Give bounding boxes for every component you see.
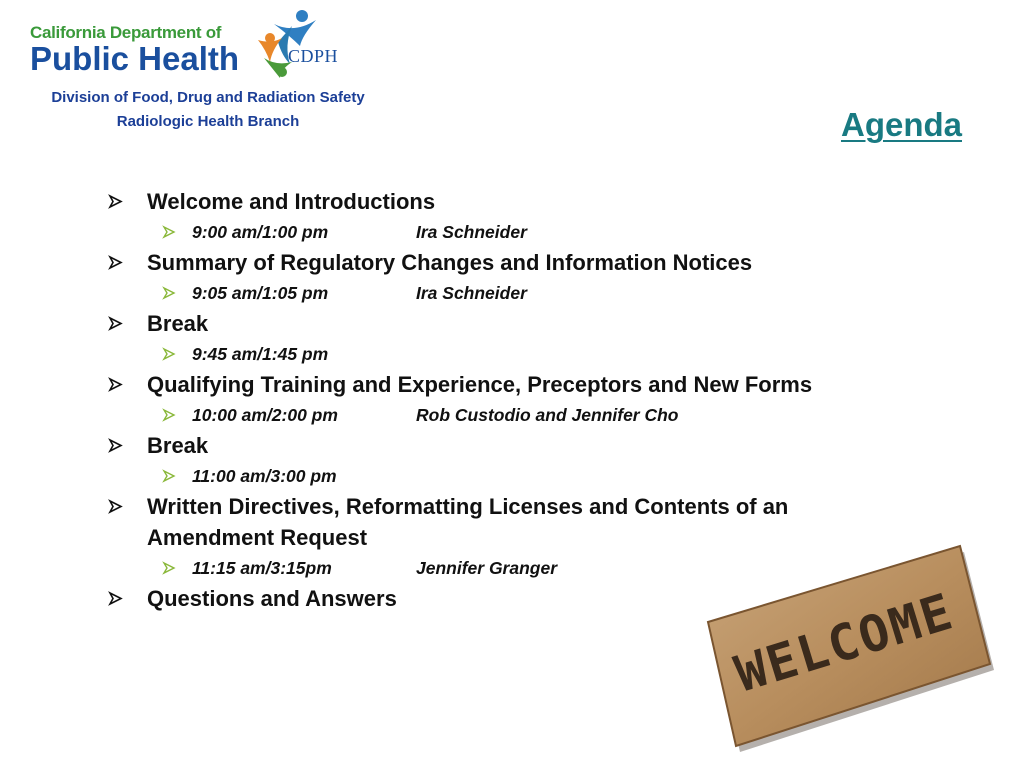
division-heading [18, 86, 398, 134]
agenda-item-label: Questions and Answers [147, 586, 397, 611]
arrow-bullet-icon [162, 217, 176, 247]
cdph-logo [18, 6, 398, 146]
cdph-figure-icon [254, 6, 324, 82]
agenda-item [107, 369, 927, 400]
agenda-subitem [107, 339, 927, 369]
division-name: Division of Food, Drug and Radiation Safety [51, 89, 365, 106]
arrow-bullet-icon [162, 400, 176, 430]
agenda-subitem [107, 400, 927, 430]
logo-cdph-text: CDPH [288, 46, 339, 66]
arrow-bullet-icon [162, 278, 176, 308]
arrow-bullet-icon [107, 430, 125, 461]
agenda-item-label: Qualifying Training and Experience, Preceptors and New Forms [147, 372, 813, 397]
agenda-subitem [107, 461, 927, 491]
arrow-bullet-icon [107, 583, 125, 614]
agenda-time: 9:45 am/1:45 pm [192, 344, 329, 364]
page-title: Agenda [840, 106, 962, 143]
agenda-item [107, 430, 927, 461]
arrow-bullet-icon [107, 369, 125, 400]
arrow-bullet-icon [162, 553, 176, 583]
arrow-bullet-icon [107, 247, 125, 278]
agenda-subitem [107, 217, 927, 247]
logo-wordmark [30, 24, 270, 76]
agenda-item-label: Summary of Regulatory Changes and Information Notices [147, 250, 753, 275]
agenda-time: 9:00 am/1:00 pm [192, 222, 329, 242]
agenda-item [107, 308, 927, 339]
agenda-time: 9:05 am/1:05 pm [192, 283, 329, 303]
agenda-time: 11:15 am/3:15pm [192, 558, 332, 578]
arrow-bullet-icon [162, 339, 176, 369]
welcome-mat-image [690, 540, 1002, 760]
logo-line2: Public Health [30, 40, 240, 77]
agenda-speaker: Rob Custodio and Jennifer Cho [416, 405, 679, 425]
agenda-speaker: Ira Schneider [416, 222, 527, 242]
arrow-bullet-icon [107, 186, 125, 217]
arrow-bullet-icon [107, 308, 125, 339]
logo-line1: California Department of [30, 23, 222, 42]
agenda-time: 10:00 am/2:00 pm [192, 405, 338, 425]
agenda-item-label: Welcome and Introductions [147, 189, 436, 214]
arrow-bullet-icon [107, 491, 125, 522]
agenda-item-label: Written Directives, Reformatting Licenses and Contents of an Amendment Request [147, 494, 789, 550]
branch-name: Radiologic Health Branch [116, 113, 300, 130]
agenda-speaker: Ira Schneider [416, 283, 527, 303]
agenda-subitem [107, 278, 927, 308]
agenda-item [107, 247, 927, 278]
arrow-bullet-icon [162, 461, 176, 491]
agenda-speaker: Jennifer Granger [416, 558, 558, 578]
agenda-item-label: Break [147, 311, 209, 336]
agenda-item-label: Break [147, 433, 209, 458]
mat-text: WELCOME [728, 582, 961, 704]
agenda-item [107, 186, 927, 217]
agenda-time: 11:00 am/3:00 pm [192, 466, 337, 486]
